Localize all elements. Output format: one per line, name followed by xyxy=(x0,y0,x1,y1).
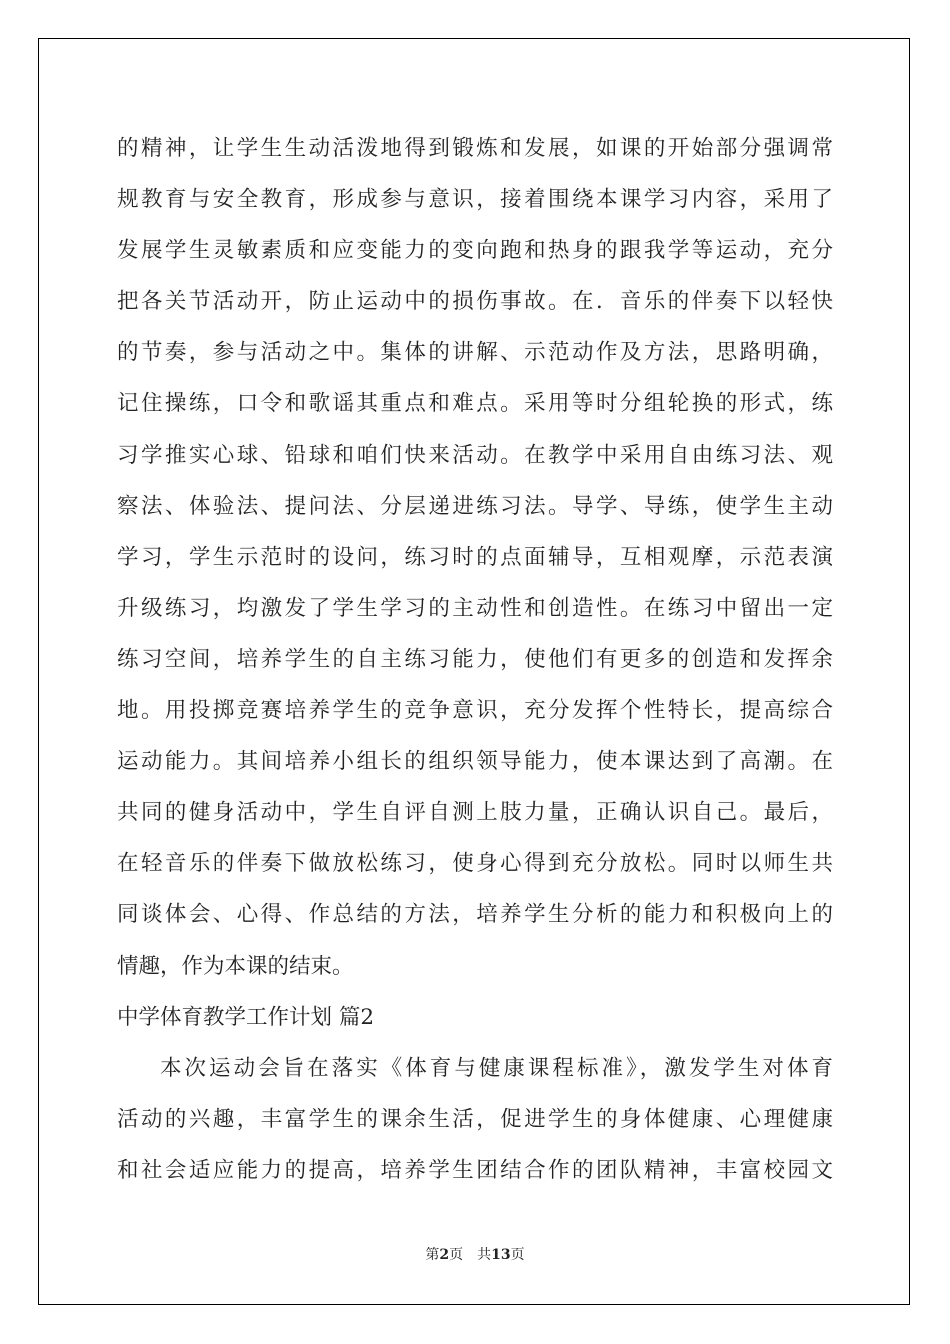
text-line: 运动能力。其间培养小组长的组织领导能力，使本课达到了高潮。在 xyxy=(117,749,833,775)
text-line: 情趣，作为本课的结束。 xyxy=(117,953,354,979)
footer-suffix: 页 xyxy=(510,1247,525,1263)
paragraph-1 xyxy=(117,123,833,992)
text-line: 察法、体验法、提问法、分层递进练习法。导学、导练，使学生主动 xyxy=(117,493,833,519)
text-line: 地。用投掷竞赛培养学生的竞争意识，充分发挥个性特长，提高综合 xyxy=(117,698,833,724)
text-line: 活动的兴趣，丰富学生的课余生活，促进学生的身体健康、心理健康 xyxy=(117,1106,833,1132)
page-footer xyxy=(0,1244,950,1264)
document-body xyxy=(117,123,833,1196)
footer-mid: 页 共 xyxy=(449,1247,492,1263)
text-line: 升级练习，均激发了学生学习的主动性和创造性。在练习中留出一定 xyxy=(117,595,833,621)
text-line: 的精神，让学生生动活泼地得到锻炼和发展，如课的开始部分强调常 xyxy=(117,136,833,161)
text-line: 在轻音乐的伴奏下做放松练习，使身心得到充分放松。同时以师生共 xyxy=(117,851,833,877)
text-line: 记住操练，口令和歌谣其重点和难点。采用等时分组轮换的形式，练 xyxy=(117,391,833,417)
text-line: 共同的健身活动中，学生自评自测上肢力量，正确认识自己。最后， xyxy=(117,800,833,826)
text-line: 本次运动会旨在落实《体育与健康课程标准》，激发学生对体育 xyxy=(160,1055,833,1081)
text-line: 同谈体会、心得、作总结的方法，培养学生分析的能力和积极向上的 xyxy=(117,902,833,928)
text-line: 习学推实心球、铅球和咱们快来活动。在教学中采用自由练习法、观 xyxy=(117,442,833,468)
text-line: 的节奏，参与活动之中。集体的讲解、示范动作及方法，思路明确， xyxy=(117,340,833,366)
text-line: 和社会适应能力的提高，培养学生团结合作的团队精神，丰富校园文 xyxy=(117,1157,833,1183)
current-page-number: 2 xyxy=(439,1247,450,1263)
section-heading: 中学体育教学工作计划 篇2 xyxy=(117,1004,375,1030)
text-line: 把各关节活动开，防止运动中的损伤事故。在．音乐的伴奏下以轻快 xyxy=(117,289,833,315)
text-line: 练习空间，培养学生的自主练习能力，使他们有更多的创造和发挥余 xyxy=(117,646,833,672)
paragraph-2 xyxy=(117,1043,833,1196)
text-line: 发展学生灵敏素质和应变能力的变向跑和热身的跟我学等运动，充分 xyxy=(117,238,833,264)
total-page-number: 13 xyxy=(491,1247,511,1263)
text-line: 学习，学生示范时的设问，练习时的点面辅导，互相观摩，示范表演 xyxy=(117,544,833,570)
footer-prefix: 第 xyxy=(425,1247,440,1263)
text-line: 规教育与安全教育，形成参与意识，接着围绕本课学习内容，采用了 xyxy=(117,187,833,213)
